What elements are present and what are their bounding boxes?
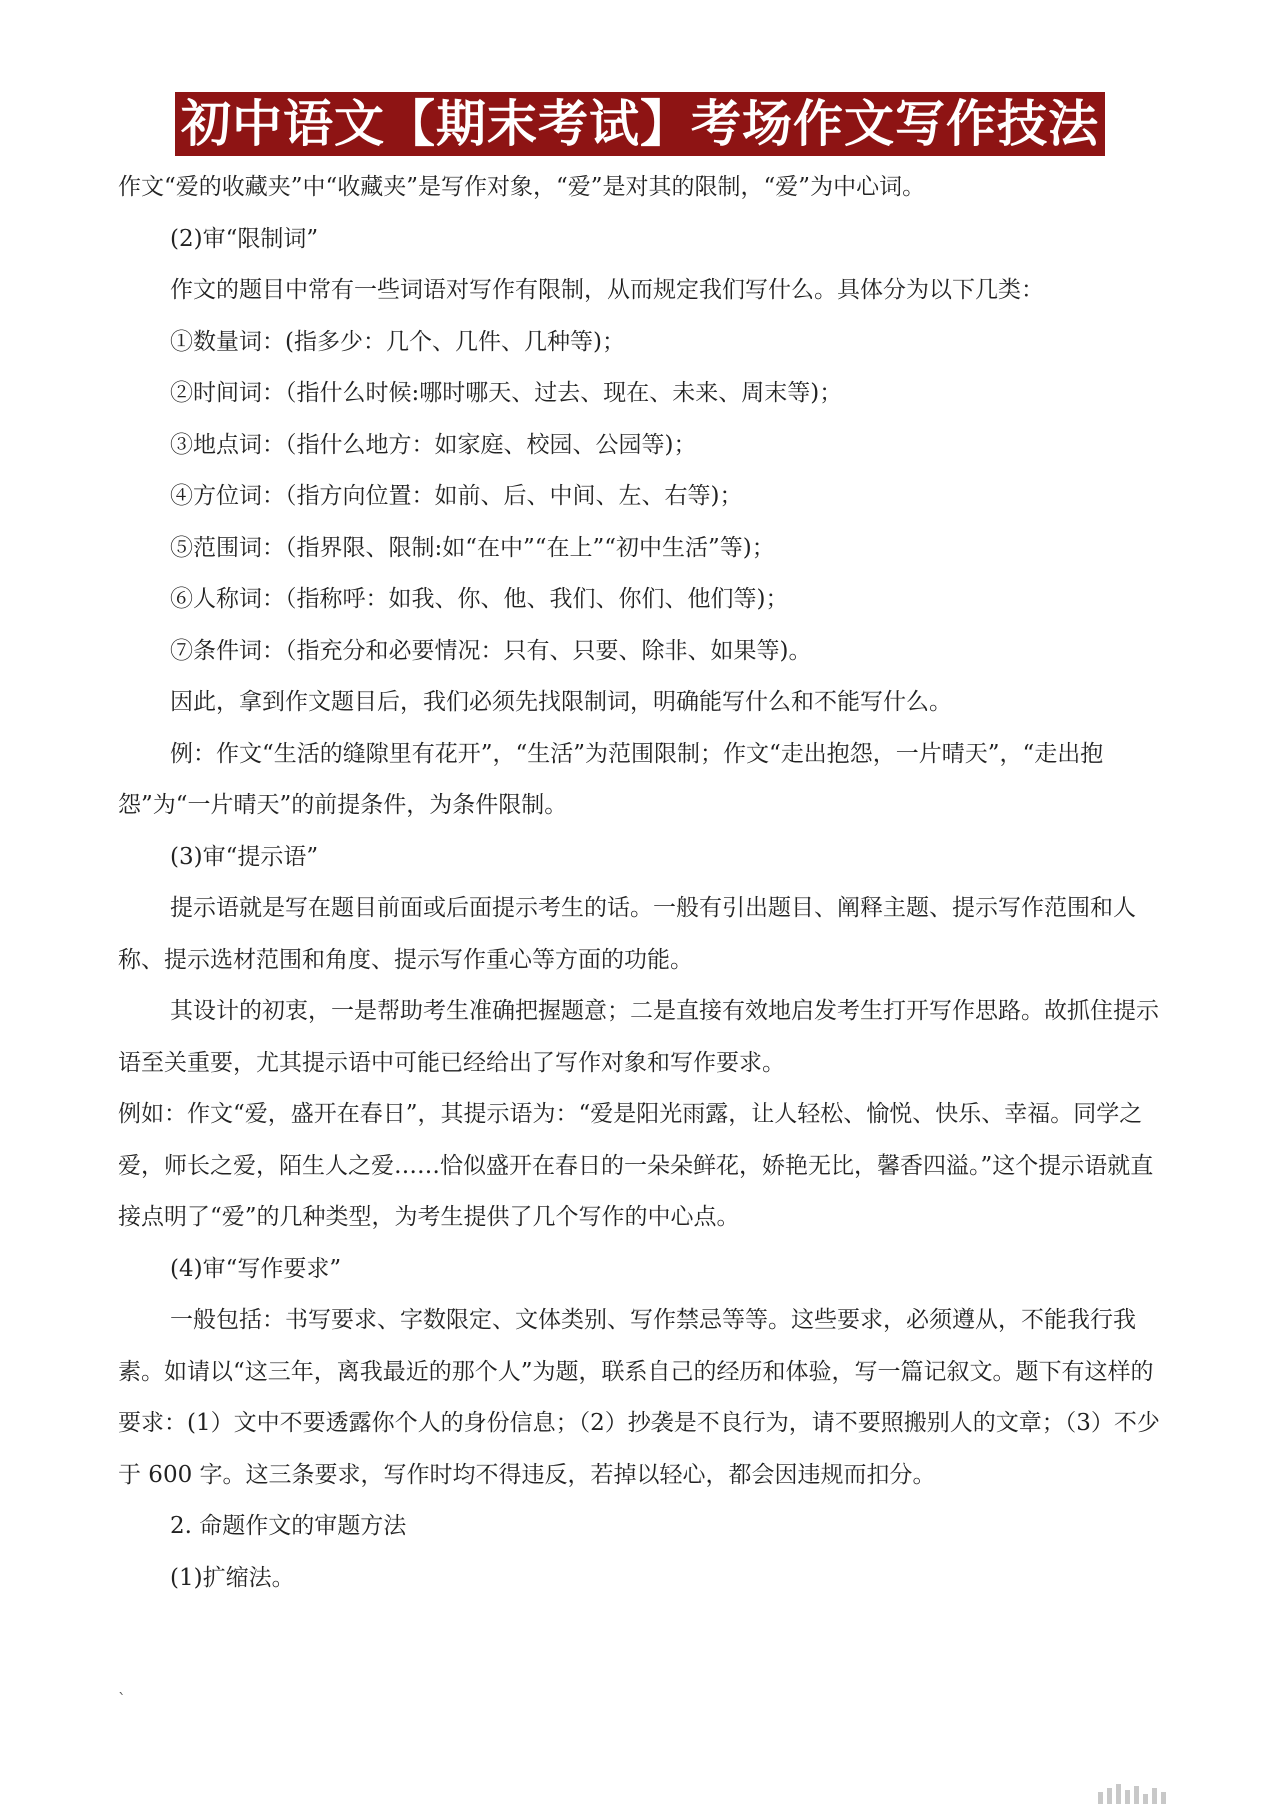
paragraph-2: (2)审“限制词” <box>170 225 319 252</box>
paragraph-8: ⑤范围词：（指界限、限制:如“在中”“在上”“初中生活”等)； <box>170 534 775 561</box>
paragraph-7: ④方位词：（指方向位置：如前、后、中间、左、右等)； <box>170 483 743 509</box>
paragraph-5: ②时间词：（指什么时候:哪时哪天、过去、现在、未来、周末等)； <box>170 380 843 406</box>
paragraph-12: 例：作文“生活的缝隙里有花开”，“生活”为范围限制；作文“走出抱怨，一片晴天”，“走出抱怨”为“一片晴天”的前提条件，为条件限制。 <box>118 740 1104 818</box>
paragraph-3: 作文的题目中常有一些词语对写作有限制，从而规定我们写什么。具体分为以下几类： <box>170 277 1044 303</box>
article-body <box>118 162 1173 1604</box>
page-title: 初中语文【期末考试】考场作文写作技法 <box>175 92 1105 156</box>
paragraph-9: ⑥人称词：（指称呼：如我、你、他、我们、你们、他们等)； <box>170 586 789 612</box>
paragraph-17: (4)审“写作要求” <box>170 1255 342 1282</box>
paragraph-19: 2. 命题作文的审题方法 <box>170 1513 407 1539</box>
title-banner <box>0 92 1280 156</box>
paragraph-15: 其设计的初衷，一是帮助考生准确把握题意；二是直接有效地启发考生打开写作思路。故抓住提示语至关重要，尤其提示语中可能已经给出了写作对象和写作要求。 <box>118 998 1159 1076</box>
paragraph-16: 例如：作文“爱，盛开在春日”，其提示语为：“爱是阳光雨露，让人轻松、愉悦、快乐、幸福。同学之爱，师长之爱，陌生人之爱……恰似盛开在春日的一朵朵鲜花，娇艳无比，馨香四溢。”这个提示语就直接点明了“爱”的几种类型，为考生提供了几个写作的中心点。 <box>118 1101 1154 1230</box>
paragraph-18: 一般包括：书写要求、字数限定、文体类别、写作禁忌等等。这些要求，必须遵从，不能我行我素。如请以“这三年，离我最近的那个人”为题，联系自己的经历和体验，写一篇记叙文。题下有这样的要求：(1）文中不要透露你个人的身份信息；（2）抄袭是不良行为，请不要照搬别人的文章；（3）不少于 600 字。这三条要求，写作时均不得违反，若掉以轻心，都会因违规而扣分。 <box>118 1307 1160 1488</box>
paragraph-20: (1)扩缩法。 <box>170 1564 295 1591</box>
paragraph-1: 作文“爱的收藏夹”中“收藏夹”是写作对象，“爱”是对其的限制，“爱”为中心词。 <box>118 174 926 200</box>
stray-mark: ` <box>118 1690 126 1709</box>
paragraph-10: ⑦条件词：（指充分和必要情况：只有、只要、除非、如果等)。 <box>170 637 812 664</box>
paragraph-4: ①数量词：(指多少：几个、几件、几种等)； <box>170 328 625 355</box>
paragraph-11: 因此，拿到作文题目后，我们必须先找限制词，明确能写什么和不能写什么。 <box>170 689 952 715</box>
paragraph-14: 提示语就是写在题目前面或后面提示考生的话。一般有引出题目、阐释主题、提示写作范围和人称、提示选材范围和角度、提示写作重心等方面的功能。 <box>118 895 1136 973</box>
paragraph-6: ③地点词：（指什么地方：如家庭、校园、公园等)； <box>170 431 697 458</box>
watermark-bars-icon <box>1098 1784 1166 1804</box>
paragraph-13: (3)审“提示语” <box>170 843 319 870</box>
